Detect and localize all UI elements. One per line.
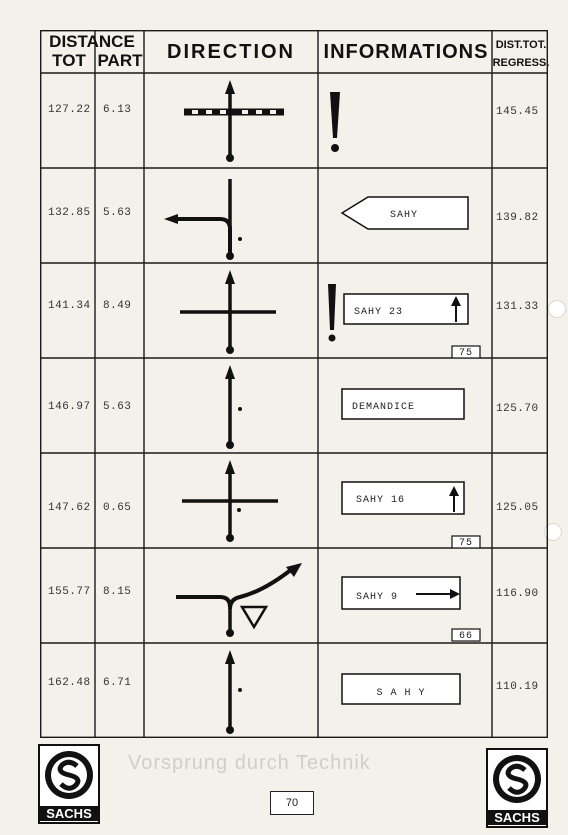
row-5-regress: 125.05 (496, 502, 539, 514)
direction-sign (320, 359, 492, 453)
row-3-part: 8.49 (103, 300, 132, 312)
row-1-part: 6.13 (103, 104, 132, 116)
row-5-tot: 147.62 (48, 502, 91, 514)
km-badge: 75 (458, 348, 474, 358)
sign-text: SAHY 16 (356, 495, 406, 506)
header-part: PART (97, 51, 143, 70)
warning-exclamation-icon (320, 74, 492, 168)
row-3-regress: 131.33 (496, 301, 539, 313)
row-6-tot: 155.77 (48, 586, 91, 598)
row-4-regress: 125.70 (496, 403, 539, 415)
crossroads-straight-icon (146, 264, 316, 358)
row-3-tot: 141.34 (48, 300, 91, 312)
row-6-regress: 116.90 (496, 588, 539, 600)
sachs-logo (38, 744, 100, 824)
sachs-logo (486, 748, 548, 828)
header-regress: REGRESS. (492, 57, 550, 69)
km-badge: 75 (458, 538, 474, 548)
logo-label: SACHS (488, 810, 546, 825)
sachs-s-icon (40, 746, 98, 804)
sign-text: SAHY 9 (356, 592, 399, 603)
row-2-regress: 139.82 (496, 212, 539, 224)
logo-label: SACHS (40, 806, 98, 821)
direction-sign (320, 644, 492, 738)
direction-sign (320, 169, 492, 263)
turn-left-icon (146, 169, 316, 263)
km-badge: 66 (458, 631, 474, 642)
direction-sign (320, 454, 492, 548)
row-4-tot: 146.97 (48, 401, 91, 413)
row-7-part: 6.71 (103, 677, 132, 689)
fork-right-yield-icon (146, 549, 316, 643)
page-number: 70 (270, 791, 314, 815)
row-1-regress: 145.45 (496, 106, 539, 118)
sign-text: DEMANDICE (352, 402, 416, 413)
straight-icon (146, 644, 316, 738)
row-2-part: 5.63 (103, 207, 132, 219)
watermark-text: Vorsprung durch Technik (128, 752, 371, 774)
sign-text: SAHY (389, 210, 419, 221)
row-5-part: 0.65 (103, 502, 132, 514)
crossroads-straight-icon (146, 454, 316, 548)
header-distance: DISTANCE (49, 32, 135, 51)
direction-sign (320, 549, 492, 643)
straight-icon (146, 359, 316, 453)
direction-sign (320, 264, 492, 358)
row-1-tot: 127.22 (48, 104, 91, 116)
row-7-regress: 110.19 (496, 681, 539, 693)
row-2-tot: 132.85 (48, 207, 91, 219)
row-4-part: 5.63 (103, 401, 132, 413)
header-dist-tot: DIST.TOT. (495, 39, 547, 51)
row-6-part: 8.15 (103, 586, 132, 598)
header-tot: TOT (52, 51, 86, 70)
header-informations: INFORMATIONS (323, 41, 489, 63)
sign-text: SAHY 23 (354, 307, 404, 318)
row-7-tot: 162.48 (48, 677, 91, 689)
sachs-s-icon (488, 750, 546, 808)
binder-hole (548, 300, 566, 318)
level-crossing-straight-icon (146, 74, 316, 168)
header-direction: DIRECTION (167, 41, 295, 63)
sign-text: S A H Y (376, 688, 426, 699)
